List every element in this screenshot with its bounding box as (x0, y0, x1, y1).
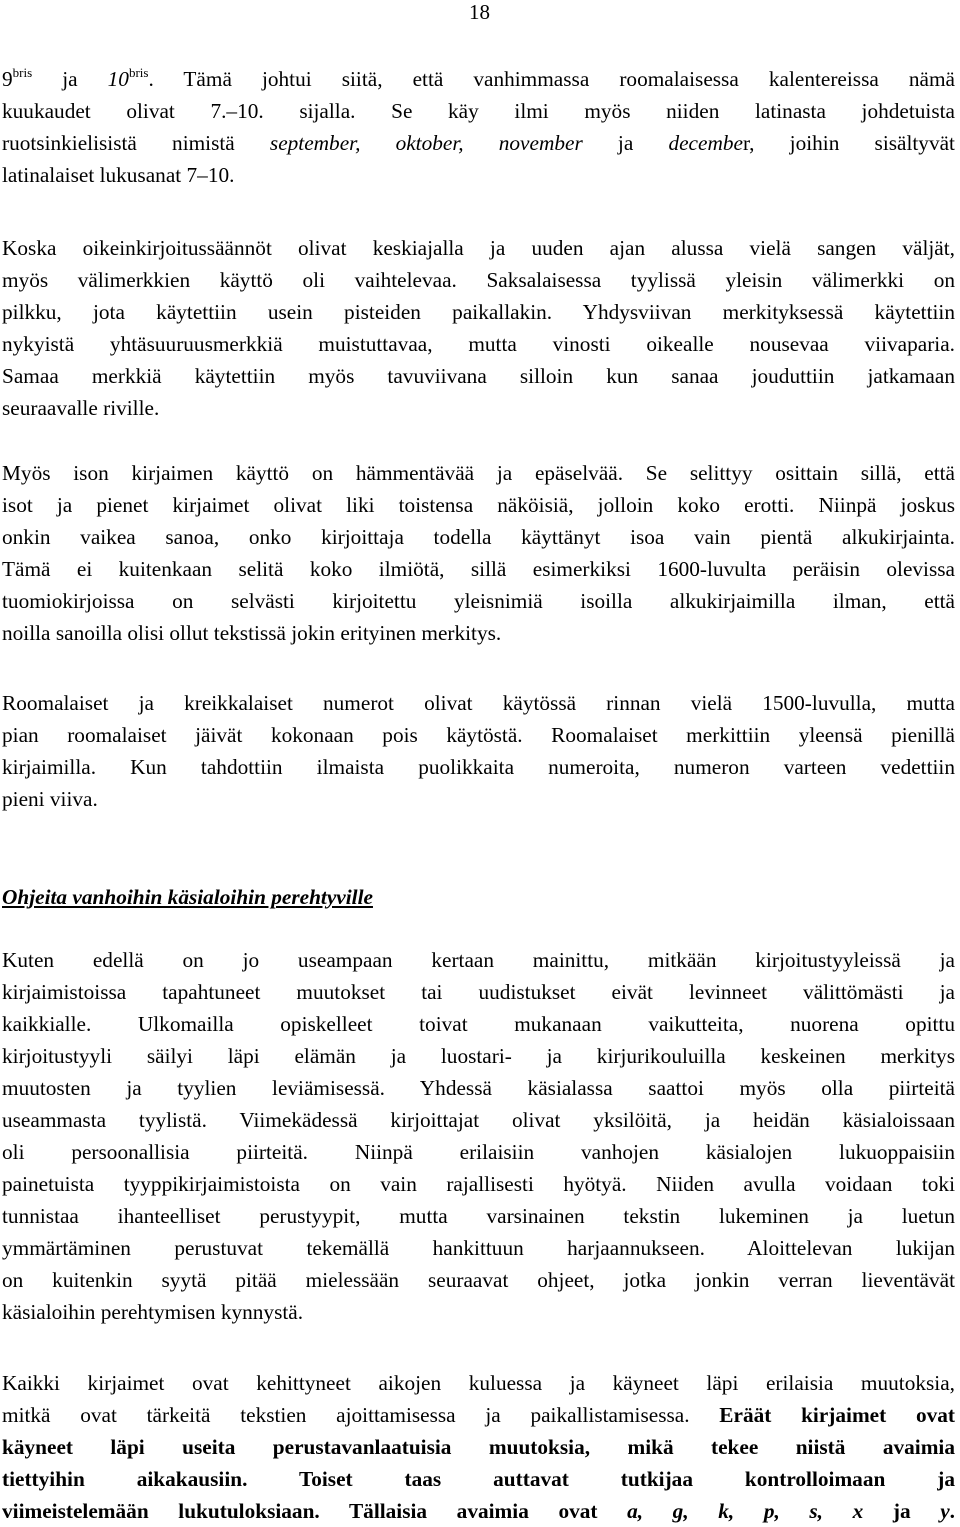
text-line: Samaa merkkiä käytettiin myös tavuviivana silloin kun sanaa jouduttiin jatkamaan (2, 364, 955, 388)
text-line: Kaikki kirjaimet ovat kehittyneet aikojen kuluessa ja käyneet läpi erilaisia muutoksia, (2, 1371, 955, 1395)
section-heading: Ohjeita vanhoihin käsialoihin perehtyville (2, 885, 373, 909)
text-line: kirjaimilla. Kun tahdottiin ilmaista puolikkaita numeroita, numeron varteen vedettiin (2, 755, 955, 779)
text-line: Koska oikeinkirjoitussäännöt olivat keskiajalla ja uuden ajan alussa vielä sangen väljät, (2, 236, 955, 260)
text-line: isot ja pienet kirjaimet olivat liki toistensa näköisiä, jolloin koko erotti. Niinpä joskus (2, 493, 955, 517)
text-line: ruotsinkielisistä nimistä september, oktober, november ja december, joihin sisältyvät (2, 131, 955, 155)
text-line: käsialoihin perehtymisen kynnystä. (2, 1300, 304, 1324)
paragraph-punctuation (2, 232, 955, 424)
paragraph-guidance (2, 944, 955, 1328)
text-line: muutosten ja tyylien leviämisessä. Yhdessä käsialassa saattoi myös olla piirteitä (2, 1076, 955, 1100)
text-line: myös välimerkkien käyttö oli vaihtelevaa. Saksalaisessa tyylissä yleisin välimerkki on (2, 268, 955, 292)
paragraph-key-letters (2, 1367, 955, 1527)
text-line: nykyistä yhtäsuuruusmerkkiä muistuttavaa, mutta vinosti oikealle nousevaa viivaparia. (2, 332, 955, 356)
text-line: Tämä ei kuitenkaan selitä koko ilmiötä, sillä esimerkiksi 1600-luvulta peräisin olevissa (2, 557, 955, 581)
text-line: noilla sanoilla olisi ollut tekstissä jokin erityinen merkitys. (2, 621, 502, 645)
text-line: tunnistaa ihanteelliset perustyypit, mutta varsinainen tekstin lukeminen ja luetun (2, 1204, 955, 1228)
text-line: Myös ison kirjaimen käyttö on hämmentävää ja epäselvää. Se selittyy osittain sillä, että (2, 461, 955, 485)
text-line: kirjaimistoissa tapahtuneet muutokset tai uudistukset eivät levinneet välittömästi ja (2, 980, 955, 1004)
text-line: seuraavalle riville. (2, 396, 160, 420)
text-line: oli persoonallisia piirteitä. Niinpä erilaisiin vanhojen käsialojen lukuoppaisiin (2, 1140, 955, 1164)
text-line: ymmärtäminen perustuvat tekemällä hankittuun harjaannukseen. Aloittelevan lukijan (2, 1236, 955, 1260)
text-line: mitkä ovat tärkeitä tekstien ajoittamisessa ja paikallistamisessa. Eräät kirjaimet ovat (2, 1403, 955, 1427)
text-line: kirjoitustyyli säilyi läpi elämän ja luostari- ja kirjurikouluilla keskeinen merkitys (2, 1044, 955, 1068)
text-line: kuukaudet olivat 7.–10. sijalla. Se käy ilmi myös niiden latinasta johdetuista (2, 99, 955, 123)
page-number: 18 (469, 0, 490, 24)
paragraph-numerals (2, 687, 955, 815)
text-line: Kuten edellä on jo useampaan kertaan mainittu, mitkään kirjoitustyyleissä ja (2, 948, 955, 972)
text-line: latinalaiset lukusanat 7–10. (2, 163, 235, 187)
text-line: tiettyihin aikakausiin. Toiset taas auttavat tutkijaa kontrolloimaan ja (2, 1467, 955, 1491)
text-line: Roomalaiset ja kreikkalaiset numerot olivat käytössä rinnan vielä 1500-luvulla, mutta (2, 691, 955, 715)
text-line: pian roomalaiset jäivät kokonaan pois käytöstä. Roomalaiset merkittiin yleensä pienillä (2, 723, 955, 747)
text-line: pieni viiva. (2, 787, 98, 811)
text-line: painetuista tyyppikirjaimistoista on vain rajallisesti hyötyä. Niiden avulla voidaan toki (2, 1172, 955, 1196)
text-line: useammasta tyylistä. Viimekädessä kirjoittajat olivat yksilöitä, ja heidän käsialoissaan (2, 1108, 955, 1132)
text-line: viimeistelemään lukutuloksiaan. Tällaisia avaimia ovat a, g, k, p, s, x ja y. (2, 1499, 955, 1523)
text-line: pilkku, jota käytettiin usein pisteiden paikallakin. Yhdysviivan merkityksessä käytettiin (2, 300, 955, 324)
text-line: $9^{bris}$ ja $10^{bris}$. Tämä johtui siitä, että vanhimmassa roomalaisessa kalentereissa nämä (2, 65, 955, 91)
text-line: käyneet läpi useita perustavanlaatuisia muutoksia, mikä tekee niistä avaimia (2, 1435, 955, 1459)
text-line: kaikkialle. Ulkomailla opiskelleet toivat mukanaan vaikutteita, nuorena opittu (2, 1012, 955, 1036)
text-line: onkin vaikea sanoa, onko kirjoittaja todella käyttänyt isoa vain pientä alkukirjainta. (2, 525, 955, 549)
paragraph-month-names (2, 63, 955, 191)
text-line: on kuitenkin syytä pitää mielessään seuraavat ohjeet, jotka jonkin verran lieventävät (2, 1268, 955, 1292)
text-line: tuomiokirjoissa on selvästi kirjoitettu yleisnimiä isoilla alkukirjaimilla ilman, että (2, 589, 955, 613)
paragraph-capital-letters (2, 457, 955, 649)
